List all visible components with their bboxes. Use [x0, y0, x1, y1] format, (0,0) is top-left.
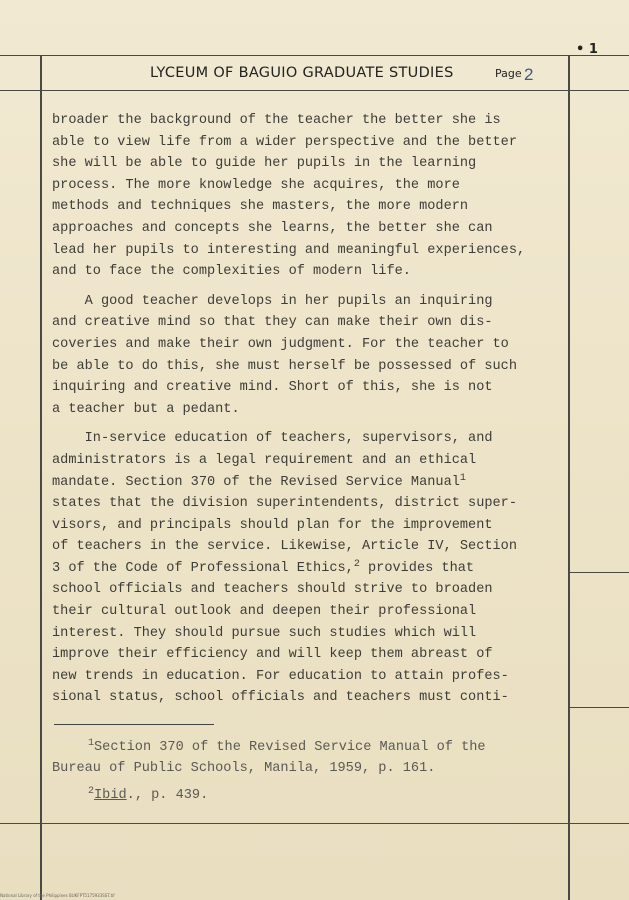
footnote-ibid: Ibid — [94, 788, 127, 803]
text-line: coveries and make their own judgment. For the teacher to — [52, 336, 509, 352]
footer-rule — [0, 823, 629, 824]
text-line: A good teacher develops in her pupils an inquiring — [52, 293, 493, 309]
page-label: Page — [495, 67, 522, 80]
body-text — [52, 110, 568, 709]
top-rule — [0, 55, 629, 56]
footnote-ref: 1 — [459, 472, 466, 484]
text-segment: 3 of the Code of Professional Ethics, — [52, 560, 354, 576]
text-line: In-service education of teachers, supervisors, and — [52, 431, 493, 447]
text-line: able to view life from a wider perspective and the better — [52, 134, 517, 150]
footnote-ref: 2 — [353, 558, 360, 570]
text-line: methods and techniques she masters, the more modern — [52, 199, 469, 215]
text-line: improve their efficiency and will keep them abreast of — [52, 647, 493, 663]
corner-mark: • 1 — [576, 42, 598, 57]
text-segment: provides that — [359, 560, 475, 576]
page-title: LYCEUM OF BAGUIO GRADUATE STUDIES — [150, 65, 454, 81]
text-line: be able to do this, she must herself be possessed of such — [52, 358, 517, 374]
text-line: interest. They should pursue such studies which will — [52, 625, 477, 641]
text-line — [52, 558, 568, 580]
text-line: approaches and concepts she learns, the better she can — [52, 220, 493, 236]
text-segment: mandate. Section 370 of the Revised Service Manual — [52, 474, 460, 490]
footnote-divider — [54, 724, 214, 725]
page-number: 2 — [524, 65, 534, 84]
text-line: she will be able to guide her pupils in the learning — [52, 156, 477, 172]
text-line: states that the division superintendents, district super- — [52, 496, 517, 512]
header-rule — [0, 90, 629, 91]
right-band-rule-1 — [568, 572, 629, 573]
text-line: administrators is a legal requirement and an ethical — [52, 452, 477, 468]
text-line: and to face the complexities of modern life. — [52, 264, 411, 280]
text-line: visors, and principals should plan for the improvement — [52, 517, 493, 533]
footnote-2 — [88, 785, 208, 806]
text-line: sional status, school officials and teachers must conti- — [52, 690, 509, 706]
text-line: lead her pupils to interesting and meaningful experiences, — [52, 242, 526, 258]
text-line — [52, 472, 568, 494]
footnote-marker: 2 — [88, 786, 95, 797]
text-line: process. The more knowledge she acquires, the more — [52, 177, 460, 193]
text-line: and creative mind so that they can make their own dis- — [52, 315, 493, 331]
text-line: broader the background of the teacher the better she is — [52, 113, 501, 128]
footnote-1 — [88, 737, 486, 758]
footnote-text: ., p. 439. — [126, 788, 209, 803]
text-line: new trends in education. For education to attain profes- — [52, 668, 509, 684]
footnote-marker: 1 — [88, 738, 95, 749]
text-line: inquiring and creative mind. Short of this, she is not — [52, 380, 493, 396]
text-line: of teachers in the service. Likewise, Article IV, Section — [52, 539, 517, 555]
footnote-text: Section 370 of the Revised Service Manual of the — [94, 740, 486, 755]
footnote-1-cont: Bureau of Public Schools, Manila, 1959, p. 161. — [52, 761, 436, 776]
scan-caption: National Library of the Philippines BUKFPT5175933SST.tif — [0, 893, 115, 898]
text-line: a teacher but a pedant. — [52, 401, 240, 417]
right-band-rule-2 — [568, 707, 629, 708]
left-margin-line — [40, 55, 42, 900]
text-line: school officials and teachers should strive to broaden — [52, 582, 493, 598]
text-line: their cultural outlook and deepen their professional — [52, 604, 477, 620]
right-margin-line — [568, 55, 570, 900]
